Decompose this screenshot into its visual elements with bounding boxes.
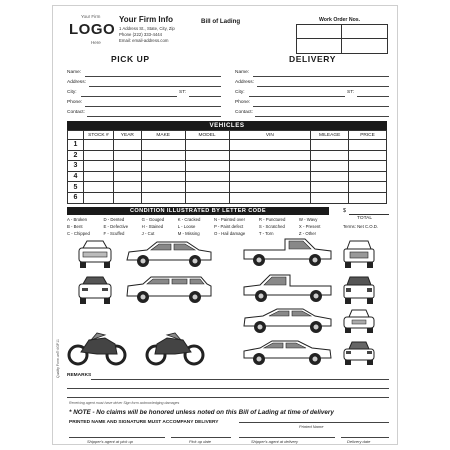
vehicle-cell[interactable] [185, 182, 229, 193]
vehicle-cell[interactable] [311, 150, 349, 161]
condition-title: CONDITION ILLUSTRATED BY LETTER CODE [67, 207, 329, 215]
form-number: Quality Form.us® #GP11 [56, 339, 60, 378]
condition-code: B - Bent [67, 224, 83, 229]
condition-code: A - Broken [67, 217, 88, 222]
printed-name-field[interactable] [239, 422, 389, 423]
vehicle-row [68, 182, 387, 193]
pickup-title: PICK UP [111, 54, 150, 64]
shipper-delivery-caption: Shipper's agent at delivery [251, 439, 299, 444]
vehicle-cell[interactable] [185, 192, 229, 203]
shipper-delivery-field[interactable] [239, 437, 335, 438]
column-header-mileage: MILEAGE [311, 131, 349, 140]
condition-code: X - Present [298, 224, 321, 229]
car-front-diagram [75, 238, 115, 270]
firm-name: Your Firm Info [119, 15, 174, 24]
truck-rear-diagram [341, 274, 377, 306]
delivery-city-field[interactable] [249, 96, 345, 97]
pickup-city-label: City: [67, 90, 77, 95]
vehicle-cell[interactable] [349, 182, 387, 193]
condition-code: R - Punctured [258, 217, 286, 222]
pickup-contact-field[interactable] [87, 116, 221, 117]
logo-top-text: Your Firm [81, 14, 101, 19]
receiving-agent-note: Receiving agent must have driver Sign form acknowledging damages [69, 401, 180, 405]
logo-word-text: LOGO [69, 21, 116, 38]
delivery-phone-field[interactable] [253, 106, 389, 107]
condition-code: C - Chipped [67, 231, 90, 236]
claims-note: * NOTE - No claims will be honored unless noted on this Bill of Lading at time of delivery [69, 409, 334, 416]
vehicle-cell[interactable] [349, 171, 387, 182]
firm-email: Email: email-address.com [119, 38, 169, 43]
delivery-contact-label: Contact: [235, 110, 253, 115]
firm-phone: Phone (222) 333-4444 [119, 32, 163, 37]
truck-side-other-diagram [241, 271, 335, 307]
car-rear-diagram [75, 274, 115, 306]
logo-bottom-text: Here [91, 40, 101, 45]
vehicles-title: VEHICLES [67, 121, 387, 130]
vehicle-cell[interactable] [141, 161, 185, 172]
vehicle-cell[interactable] [141, 140, 185, 151]
condition-code: D - Dented [103, 217, 125, 222]
vehicle-cell[interactable] [83, 161, 113, 172]
vehicle-cell[interactable] [311, 171, 349, 182]
column-header-model: MODEL [185, 131, 229, 140]
vehicle-row [68, 150, 387, 161]
vehicle-cell[interactable] [349, 140, 387, 151]
vehicle-row-number: 6 [68, 192, 84, 203]
condition-code: O - Hail damage [213, 231, 246, 236]
remarks-line-1[interactable] [91, 379, 389, 380]
vehicle-cell[interactable] [83, 182, 113, 193]
vehicle-cell[interactable] [113, 140, 141, 151]
vehicle-cell[interactable] [311, 161, 349, 172]
pickup-date-caption: Pick up date [189, 439, 212, 444]
column-header [68, 131, 84, 140]
delivery-phone-label: Phone: [235, 100, 251, 105]
pickup-name-field[interactable] [85, 76, 221, 77]
delivery-city-label: City: [235, 90, 245, 95]
bill-of-lading-form [52, 5, 398, 445]
pickup-st-field[interactable] [189, 96, 221, 97]
remarks-label: REMARKS [67, 373, 92, 378]
condition-code: N - Painted over [213, 217, 246, 222]
delivery-date-field[interactable] [341, 437, 389, 438]
firm-address: 1 Address St., State, City, Zip [119, 26, 175, 31]
vehicle-cell[interactable] [229, 182, 311, 193]
vehicle-row-number: 4 [68, 171, 84, 182]
vehicle-cell[interactable] [229, 171, 311, 182]
firm-logo [69, 14, 115, 48]
condition-code: M - Missing [177, 231, 200, 236]
vehicle-cell[interactable] [141, 150, 185, 161]
vehicle-row [68, 161, 387, 172]
total-amount-field[interactable] [349, 214, 389, 215]
pickup-st-label: ST: [179, 90, 186, 95]
vehicle-row-number: 1 [68, 140, 84, 151]
vehicle-cell[interactable] [83, 150, 113, 161]
vehicle-cell[interactable] [113, 182, 141, 193]
column-header-vin: VIN [229, 131, 311, 140]
vehicle-cell[interactable] [185, 140, 229, 151]
vehicle-cell[interactable] [141, 171, 185, 182]
pickup-phone-label: Phone: [67, 100, 83, 105]
car-side-diagram [123, 238, 215, 270]
motorcycle-side-other-diagram [145, 328, 205, 366]
vehicle-cell[interactable] [83, 140, 113, 151]
delivery-st-field[interactable] [357, 96, 389, 97]
delivery-st-label: ST: [347, 90, 354, 95]
pickup-date-field[interactable] [171, 437, 231, 438]
condition-code: H - Stained [141, 224, 164, 229]
vehicle-cell[interactable] [311, 192, 349, 203]
shipper-pickup-field[interactable] [69, 437, 165, 438]
vehicle-row-number: 5 [68, 182, 84, 193]
vehicle-cell[interactable] [349, 161, 387, 172]
vehicle-cell[interactable] [311, 182, 349, 193]
condition-code: W - Wavy [298, 217, 318, 222]
vehicle-cell[interactable] [229, 150, 311, 161]
truck-front-diagram [341, 238, 377, 270]
suv-side-diagram [123, 274, 215, 306]
vehicle-row-number: 3 [68, 161, 84, 172]
vehicle-cell[interactable] [141, 192, 185, 203]
condition-codes [67, 217, 329, 236]
dollar-sign: $ [343, 208, 347, 214]
printed-name-caption: Printed Name [299, 424, 324, 429]
condition-code: S - Scratched [258, 224, 285, 229]
work-order-title: Work Order Nos. [319, 17, 361, 23]
truck-side-diagram [241, 235, 335, 271]
vehicle-row [68, 140, 387, 151]
condition-code: E - Defective [103, 224, 129, 229]
vehicle-cell[interactable] [311, 140, 349, 151]
logo-word [69, 21, 115, 38]
vehicle-cell[interactable] [185, 161, 229, 172]
condition-code: Z - Other [298, 231, 317, 236]
delivery-date-caption: Delivery date [347, 439, 371, 444]
pickup-address-label: Address: [67, 80, 86, 85]
vehicle-cell[interactable] [113, 192, 141, 203]
vehicle-cell[interactable] [349, 192, 387, 203]
column-header-price: PRICE [349, 131, 387, 140]
signature-requirement: PRINTED NAME AND SIGNATURE MUST ACCOMPANY DELIVERY [69, 420, 219, 425]
column-header-make: MAKE [141, 131, 185, 140]
sedan-rear-diagram [341, 338, 377, 368]
vehicle-cell[interactable] [113, 171, 141, 182]
vehicle-cell[interactable] [113, 150, 141, 161]
delivery-address-field[interactable] [257, 86, 389, 87]
vehicle-cell[interactable] [141, 182, 185, 193]
terms-label: Terms: Net C.O.D. [343, 224, 379, 229]
column-header-year: YEAR [113, 131, 141, 140]
vehicle-cell[interactable] [83, 192, 113, 203]
sedan-side-other-diagram [241, 336, 335, 368]
vehicle-cell[interactable] [349, 150, 387, 161]
condition-code: J - Cut [141, 231, 155, 236]
pickup-name-label: Name: [67, 70, 82, 75]
condition-code: L - Loose [177, 224, 196, 229]
vehicle-cell[interactable] [83, 171, 113, 182]
vehicle-cell[interactable] [229, 140, 311, 151]
vehicles-header-row [68, 131, 387, 140]
condition-code: G - Gouged [141, 217, 165, 222]
vehicle-row-number: 2 [68, 150, 84, 161]
delivery-title: DELIVERY [289, 54, 336, 64]
total-label: TOTAL [357, 216, 373, 221]
condition-code: F - Scuffed [103, 231, 125, 236]
pickup-address-field[interactable] [89, 86, 221, 87]
sedan-side-diagram [241, 304, 335, 336]
delivery-name-field[interactable] [253, 76, 389, 77]
vehicle-cell[interactable] [229, 161, 311, 172]
vehicle-cell[interactable] [185, 171, 229, 182]
remarks-line-2[interactable] [67, 388, 389, 389]
pickup-phone-field[interactable] [85, 106, 221, 107]
shipper-pickup-caption: Shipper's agent at pick up [87, 439, 133, 444]
vehicle-cell[interactable] [229, 192, 311, 203]
vehicle-row [68, 171, 387, 182]
condition-code: K - Cracked [177, 217, 201, 222]
vehicles-table [67, 130, 387, 204]
work-order-grid[interactable] [296, 24, 388, 54]
document-title: Bill of Lading [201, 18, 241, 25]
vehicle-row [68, 192, 387, 203]
remarks-line-3[interactable] [67, 397, 389, 398]
condition-code: P - Paint defect [213, 224, 244, 229]
pickup-city-field[interactable] [81, 96, 177, 97]
column-header-stock: STOCK # [83, 131, 113, 140]
delivery-name-label: Name: [235, 70, 250, 75]
condition-code: T - Torn [258, 231, 274, 236]
motorcycle-side-diagram [67, 328, 127, 366]
sedan-front-diagram [341, 306, 377, 336]
delivery-address-label: Address: [235, 80, 254, 85]
vehicle-cell[interactable] [185, 150, 229, 161]
vehicle-cell[interactable] [113, 161, 141, 172]
delivery-contact-field[interactable] [255, 116, 389, 117]
pickup-contact-label: Contact: [67, 110, 85, 115]
